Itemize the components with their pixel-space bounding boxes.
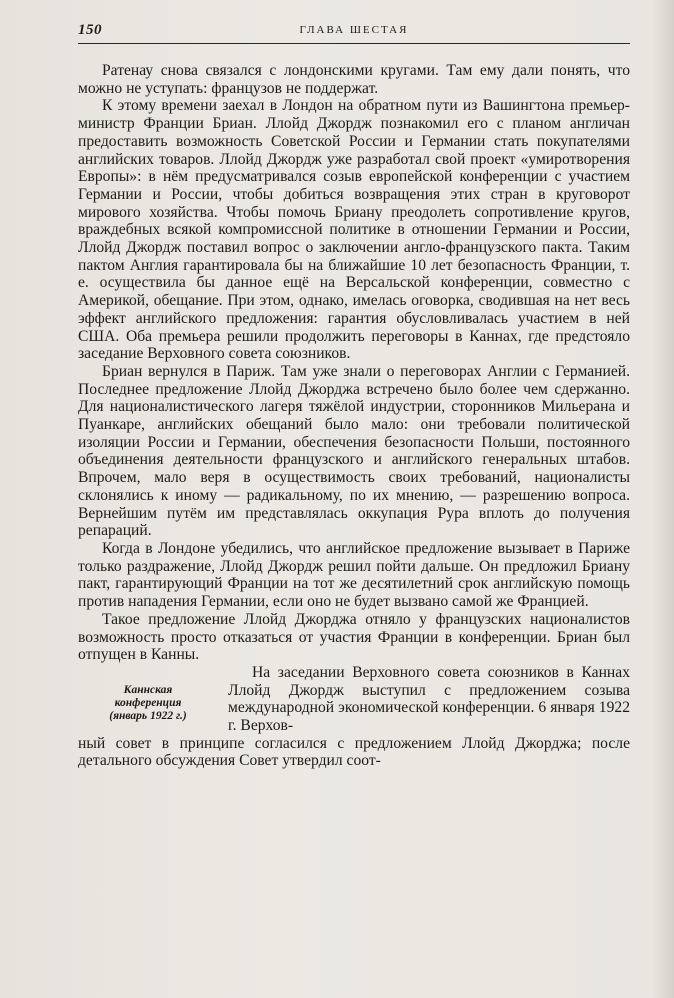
main-text xyxy=(78,62,630,770)
paragraph-6-continuation: ный совет в принципе согласился с предложением Ллойд Джорджа; после детального обсуждения Совет утвердил соот- xyxy=(78,734,630,770)
paragraph-3: Бриан вернулся в Париж. Там уже знали о переговорах Англии с Германией. Последнее предложение Ллойд Джорджа встречено было более чем сдержанно. Для националистического лагеря тяжёлой индустрии, сторонников Мильерана и Пуанкаре, английских обещаний было мало: они требовали политической изоляции России и Германии, обеспечения безопасности Польши, постоянного объединения деятельности французского и английского генеральных штабов. Впрочем, мало веря в осуществимость своих требований, националисты склонялись к иному — радикальному, по их мнению, — разрешению вопроса. Вернейшим путём им представлялась оккупация Рура вплоть до получения репараций. xyxy=(78,362,630,540)
paragraph-5: Такое предложение Ллойд Джорджа отняло у французских националистов возможность просто отказаться от участия Франции в конференции. Бриан был отпущен в Канны. xyxy=(78,610,630,664)
header-rule xyxy=(78,43,630,44)
running-head: ГЛАВА ШЕСТАЯ xyxy=(299,24,409,36)
side-note-section xyxy=(78,664,630,735)
marginal-note-date: (январь 1922 г.) xyxy=(109,709,187,722)
page-number: 150 xyxy=(78,22,102,38)
paragraph-6: На заседании Верховного совета союзников в Каннах Ллойд Джордж выступил с предложением созыва международной экономической конференции. 6 января 1922 г. Верхов- xyxy=(228,663,630,735)
page-edge-shadow xyxy=(652,0,674,998)
paragraph-2: К этому времени заехал в Лондон на обратном пути из Вашингтона премьер-министр Франции Бриан. Ллойд Джордж познакомил его с планом англичан предоставить возможность Советской России и Германии стать покупателями английских товаров. Ллойд Джордж уже разработал свой проект «умиротворения Европы»: в нём предусматривался созыв европейской конференции с участием Германии и России, чтобы добиться возвращения этих стран в круговорот мирового хозяйства. Чтобы помочь Бриану преодолеть сопротивление кругов, враждебных всякой компромиссной политике в отношении Германии и России, Ллойд Джордж поставил вопрос о заключении англо-французского пакта. Таким пактом Англия гарантировала бы на ближайшие 10 лет безопасность Франции, т. е. осуществила бы данное ещё на Версальской конференции, совместно с Америкой, обещание. При этом, однако, имелась оговорка, сводившая на нет весь эффект английского предложения: гарантия обусловливалась участием в ней США. Оба премьера решили продолжить переговоры в Каннах, где предстояло заседание Верховного совета союзников. xyxy=(78,97,630,363)
paragraph-1: Ратенау снова связался с лондонскими кругами. Там ему дали понять, что можно не уступать: французов не поддержат. xyxy=(78,62,630,97)
paragraph-4: Когда в Лондоне убедились, что английское предложение вызывает в Париже только раздражение, Ллойд Джордж решил пойти дальше. Он предложил Бриану пакт, гарантирующий Франции на тот же десятилетний срок английскую помощь против нападения Германии, если оно не будет вызвано самой же Францией. xyxy=(78,539,630,611)
page-header xyxy=(78,22,630,46)
marginal-note xyxy=(78,664,228,723)
marginal-note-subtitle: конференция xyxy=(114,696,182,709)
marginal-note-title: Каннская xyxy=(123,683,173,696)
